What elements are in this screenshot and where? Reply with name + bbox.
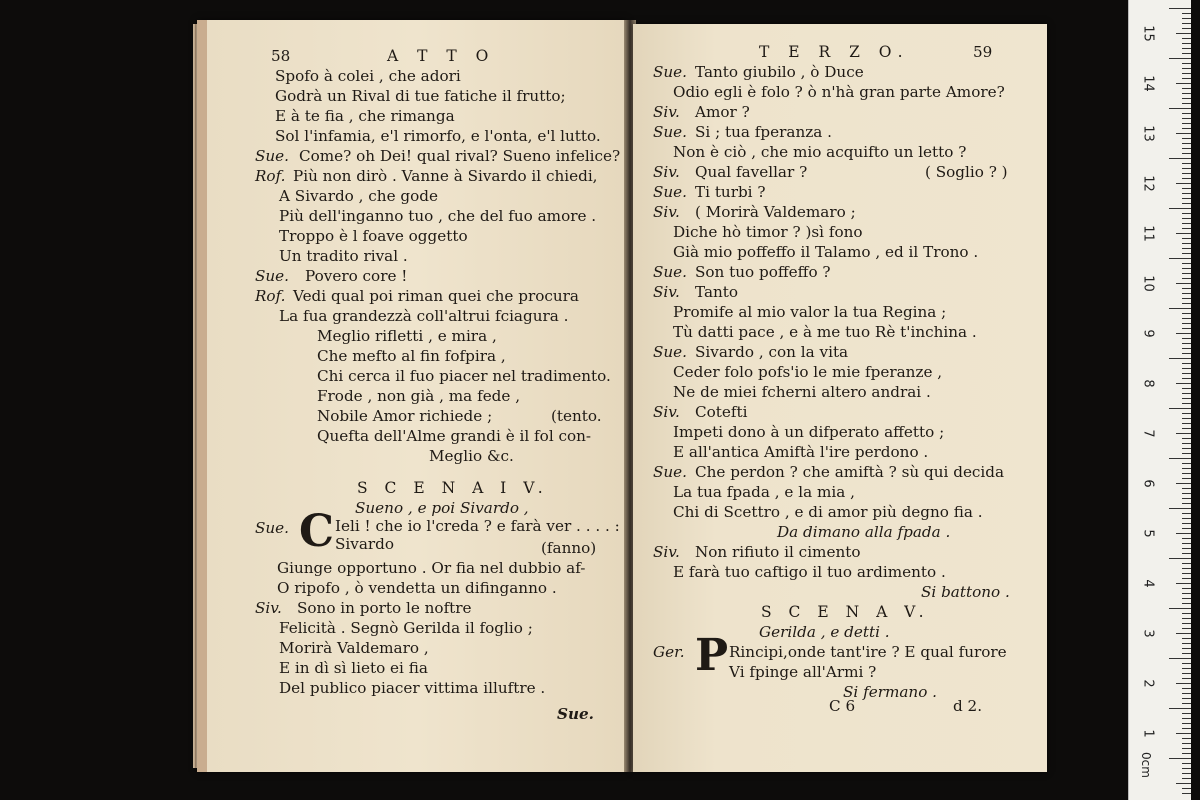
text-line: Già mio poffeffo il Talamo , ed il Trono . bbox=[673, 243, 979, 261]
ruler-tick bbox=[1182, 643, 1191, 644]
ruler-tick bbox=[1182, 13, 1191, 14]
ruler-tick bbox=[1169, 508, 1191, 509]
text-line: Che mefto al fin fofpira , bbox=[317, 347, 506, 365]
text-line: Cotefti bbox=[695, 403, 748, 421]
speaker-label: Siv. bbox=[653, 403, 680, 421]
ruler-number: 4 bbox=[1140, 579, 1156, 588]
ruler-tick bbox=[1182, 268, 1191, 269]
ruler-tick bbox=[1182, 593, 1191, 594]
ruler-number: 11 bbox=[1140, 225, 1156, 242]
ruler-tick bbox=[1182, 603, 1191, 604]
ruler-tick bbox=[1169, 708, 1191, 709]
text-line: Meglio &c. bbox=[429, 447, 514, 465]
ruler-tick bbox=[1182, 153, 1191, 154]
ruler-tick bbox=[1176, 383, 1191, 384]
ruler-tick bbox=[1182, 123, 1191, 124]
ruler-tick bbox=[1182, 398, 1191, 399]
ruler-tick bbox=[1182, 348, 1191, 349]
scene-heading: S C E N A I V. bbox=[357, 479, 549, 497]
text-line: La fua grandezzà coll'altrui fciagura . bbox=[279, 307, 569, 325]
ruler-tick bbox=[1182, 223, 1191, 224]
ruler-tick bbox=[1182, 648, 1191, 649]
ruler-tick bbox=[1182, 238, 1191, 239]
right-page bbox=[633, 24, 1047, 772]
ruler-tick bbox=[1182, 703, 1191, 704]
text-line: Odio egli è folo ? ò n'hà gran parte Amore? bbox=[673, 83, 1005, 101]
ruler-tick bbox=[1176, 533, 1191, 534]
ruler-number: 15 bbox=[1140, 25, 1156, 42]
ruler-tick bbox=[1182, 423, 1191, 424]
ruler-tick bbox=[1182, 168, 1191, 169]
ruler-tick bbox=[1182, 568, 1191, 569]
text-line: Godrà un Rival di tue fatiche il frutto; bbox=[275, 87, 566, 105]
speaker-label: Siv. bbox=[653, 163, 680, 181]
text-line: Rincipi,onde tant'ire ? E qual furore bbox=[729, 643, 1007, 661]
ruler-tick bbox=[1182, 778, 1191, 779]
text-line: E in dì sì lieto ei fia bbox=[279, 659, 428, 677]
scene-heading: S C E N A V. bbox=[761, 603, 930, 621]
ruler-tick bbox=[1182, 498, 1191, 499]
catchword: Sue. bbox=[557, 705, 594, 723]
ruler-tick bbox=[1182, 193, 1191, 194]
text-line: Qual favellar ? bbox=[695, 163, 808, 181]
text-line: Chi di Scettro , e di amor più degno fia . bbox=[673, 503, 983, 521]
ruler-tick bbox=[1182, 43, 1191, 44]
text-line: Felicità . Segnò Gerilda il foglio ; bbox=[279, 619, 533, 637]
ruler-tick bbox=[1182, 303, 1191, 304]
ruler-tick bbox=[1182, 163, 1191, 164]
text-line: Ti turbi ? bbox=[695, 183, 766, 201]
stage-direction: Si battono . bbox=[921, 583, 1010, 601]
ruler-tick bbox=[1176, 233, 1191, 234]
ruler-tick bbox=[1182, 413, 1191, 414]
ruler-tick bbox=[1182, 328, 1191, 329]
ruler-tick bbox=[1182, 488, 1191, 489]
ruler-tick bbox=[1182, 553, 1191, 554]
ruler-tick bbox=[1182, 388, 1191, 389]
ruler-tick bbox=[1182, 763, 1191, 764]
ruler-tick bbox=[1182, 668, 1191, 669]
ruler-tick bbox=[1176, 483, 1191, 484]
signature-mark: d 2. bbox=[953, 697, 983, 715]
speaker-label: Siv. bbox=[653, 203, 680, 221]
ruler-tick bbox=[1182, 203, 1191, 204]
ruler-tick bbox=[1169, 758, 1191, 759]
ruler-tick bbox=[1182, 793, 1191, 794]
ruler-tick bbox=[1182, 403, 1191, 404]
ruler-number: 5 bbox=[1140, 529, 1156, 538]
signature-mark: C 6 bbox=[829, 697, 856, 715]
ruler-tick bbox=[1182, 323, 1191, 324]
measurement-ruler bbox=[1128, 0, 1191, 800]
ruler-tick bbox=[1169, 8, 1191, 9]
page-number-right: 59 bbox=[973, 43, 993, 61]
speaker-label: Sue. bbox=[255, 147, 290, 165]
speaker-label: Rof. bbox=[255, 167, 286, 185]
ruler-tick bbox=[1182, 218, 1191, 219]
ruler-tick bbox=[1182, 143, 1191, 144]
ruler-unit-label: 0cm bbox=[1138, 752, 1153, 778]
text-line: Non rifiuto il cimento bbox=[695, 543, 861, 561]
ruler-tick bbox=[1182, 513, 1191, 514]
ruler-tick bbox=[1182, 63, 1191, 64]
text-line: ( Morirà Valdemaro ; bbox=[695, 203, 856, 221]
ruler-tick bbox=[1182, 248, 1191, 249]
stage-direction: Sueno , e poi Sivardo , bbox=[355, 499, 529, 517]
left-page bbox=[197, 20, 627, 772]
ruler-tick bbox=[1182, 23, 1191, 24]
ruler-tick bbox=[1182, 273, 1191, 274]
ruler-tick bbox=[1182, 503, 1191, 504]
ruler-number: 8 bbox=[1140, 379, 1156, 388]
text-line: Ieli ! che io l'creda ? e farà ver . . . . : bbox=[335, 517, 620, 535]
ruler-tick bbox=[1182, 418, 1191, 419]
speaker-label: Sue. bbox=[653, 263, 688, 281]
ruler-number: 13 bbox=[1140, 125, 1156, 142]
speaker-label: Sue. bbox=[653, 63, 688, 81]
ruler-tick bbox=[1182, 28, 1191, 29]
ruler-number: 10 bbox=[1140, 275, 1156, 292]
speaker-label: Siv. bbox=[255, 599, 282, 617]
ruler-tick bbox=[1169, 208, 1191, 209]
ruler-number: 7 bbox=[1140, 429, 1156, 438]
ruler-tick bbox=[1182, 138, 1191, 139]
ruler-tick bbox=[1182, 678, 1191, 679]
ruler-tick bbox=[1182, 338, 1191, 339]
ruler-tick bbox=[1182, 38, 1191, 39]
ruler-tick bbox=[1182, 473, 1191, 474]
speaker-label: Sue. bbox=[653, 343, 688, 361]
ruler-tick bbox=[1176, 333, 1191, 334]
ruler-tick bbox=[1182, 98, 1191, 99]
text-line: Son tuo poffeffo ? bbox=[695, 263, 831, 281]
speaker-label: Sue. bbox=[653, 463, 688, 481]
text-line: Tanto bbox=[695, 283, 739, 301]
ruler-tick bbox=[1182, 523, 1191, 524]
text-line: Povero core ! bbox=[305, 267, 408, 285]
ruler-tick bbox=[1176, 183, 1191, 184]
ruler-tick bbox=[1182, 443, 1191, 444]
ruler-tick bbox=[1182, 588, 1191, 589]
text-line: ( Soglio ? ) bbox=[925, 163, 1008, 181]
ruler-tick bbox=[1182, 688, 1191, 689]
ruler-tick bbox=[1182, 573, 1191, 574]
speaker-label: Sue. bbox=[653, 183, 688, 201]
running-head-right: T E R Z O. bbox=[759, 43, 910, 61]
ruler-tick bbox=[1182, 518, 1191, 519]
ruler-tick bbox=[1182, 288, 1191, 289]
ruler-tick bbox=[1182, 293, 1191, 294]
ruler-tick bbox=[1176, 83, 1191, 84]
ruler-tick bbox=[1169, 308, 1191, 309]
ruler-tick bbox=[1176, 583, 1191, 584]
ruler-tick bbox=[1182, 768, 1191, 769]
ruler-tick bbox=[1176, 283, 1191, 284]
ruler-tick bbox=[1182, 463, 1191, 464]
ruler-tick bbox=[1182, 468, 1191, 469]
text-line: (fanno) bbox=[541, 539, 597, 557]
ruler-tick bbox=[1182, 53, 1191, 54]
ruler-tick bbox=[1182, 128, 1191, 129]
ruler-tick bbox=[1182, 173, 1191, 174]
text-line: Troppo è l foave oggetto bbox=[279, 227, 468, 245]
text-line: Ne de miei fcherni altero andrai . bbox=[673, 383, 931, 401]
text-line: Ceder folo pofs'io le mie fperanze , bbox=[673, 363, 943, 381]
text-line: Si ; tua fperanza . bbox=[695, 123, 832, 141]
ruler-tick bbox=[1169, 608, 1191, 609]
ruler-tick bbox=[1176, 33, 1191, 34]
ruler-tick bbox=[1182, 93, 1191, 94]
ruler-tick bbox=[1182, 788, 1191, 789]
ruler-number: 14 bbox=[1140, 75, 1156, 92]
ruler-tick bbox=[1182, 528, 1191, 529]
ruler-tick bbox=[1169, 408, 1191, 409]
ruler-tick bbox=[1182, 673, 1191, 674]
ruler-tick bbox=[1176, 133, 1191, 134]
text-line: Sivardo bbox=[335, 535, 395, 553]
ruler-tick bbox=[1182, 263, 1191, 264]
ruler-tick bbox=[1176, 433, 1191, 434]
text-line: Vi fpinge all'Armi ? bbox=[729, 663, 877, 681]
text-line: Meglio rifletti , e mira , bbox=[317, 327, 497, 345]
ruler-tick bbox=[1182, 693, 1191, 694]
ruler-tick bbox=[1182, 738, 1191, 739]
ruler-tick bbox=[1182, 113, 1191, 114]
ruler-tick bbox=[1182, 148, 1191, 149]
stage-direction: Gerilda , e detti . bbox=[759, 623, 890, 641]
ruler-tick bbox=[1182, 653, 1191, 654]
ruler-tick bbox=[1182, 228, 1191, 229]
text-line: E farà tuo caftigo il tuo ardimento . bbox=[673, 563, 946, 581]
text-line: Un tradito rival . bbox=[279, 247, 408, 265]
ruler-tick bbox=[1182, 493, 1191, 494]
speaker-label: Ger. bbox=[653, 643, 685, 661]
ruler-tick bbox=[1176, 733, 1191, 734]
ruler-tick bbox=[1182, 663, 1191, 664]
ruler-number: 3 bbox=[1140, 629, 1156, 638]
text-line: Tanto giubilo , ò Duce bbox=[695, 63, 864, 81]
text-line: Giunge opportuno . Or fia nel dubbio af- bbox=[277, 559, 586, 577]
ruler-tick bbox=[1169, 458, 1191, 459]
ruler-tick bbox=[1182, 213, 1191, 214]
speaker-label: Sue. bbox=[653, 123, 688, 141]
ruler-tick bbox=[1182, 743, 1191, 744]
ruler-tick bbox=[1182, 428, 1191, 429]
text-line: Morirà Valdemaro , bbox=[279, 639, 429, 657]
text-line: (tento. bbox=[551, 407, 602, 425]
stage-direction: Da dimano alla fpada . bbox=[777, 523, 951, 541]
ruler-tick bbox=[1169, 108, 1191, 109]
text-line: Amor ? bbox=[695, 103, 750, 121]
ruler-tick bbox=[1182, 543, 1191, 544]
text-line: Nobile Amor richiede ; bbox=[317, 407, 493, 425]
ruler-tick bbox=[1182, 623, 1191, 624]
ruler-tick bbox=[1182, 773, 1191, 774]
ruler-tick bbox=[1182, 298, 1191, 299]
text-line: Più dell'inganno tuo , che del fuo amore . bbox=[279, 207, 597, 225]
ruler-tick bbox=[1182, 48, 1191, 49]
stage-direction: Si fermano . bbox=[843, 683, 937, 701]
ruler-tick bbox=[1176, 783, 1191, 784]
ruler-tick bbox=[1182, 363, 1191, 364]
text-line: Quefta dell'Alme grandi è il fol con- bbox=[317, 427, 592, 445]
text-line: Come? oh Dei! qual rival? Sueno infelice? bbox=[299, 147, 621, 165]
ruler-tick bbox=[1182, 728, 1191, 729]
text-line: E all'antica Amiftà l'ire perdono . bbox=[673, 443, 929, 461]
ruler-tick bbox=[1182, 68, 1191, 69]
ruler-tick bbox=[1182, 73, 1191, 74]
text-line: Del publico piacer vittima illuftre . bbox=[279, 679, 546, 697]
text-line: Chi cerca il fuo piacer nel tradimento. bbox=[317, 367, 611, 385]
drop-capital: P bbox=[695, 630, 729, 681]
ruler-tick bbox=[1169, 558, 1191, 559]
ruler-tick bbox=[1182, 278, 1191, 279]
ruler-tick bbox=[1182, 378, 1191, 379]
text-line: Diche hò timor ? )sì fono bbox=[673, 223, 863, 241]
ruler-tick bbox=[1182, 353, 1191, 354]
ruler-tick bbox=[1176, 683, 1191, 684]
speaker-label: Rof. bbox=[255, 287, 286, 305]
text-line: Promife al mio valor la tua Regina ; bbox=[673, 303, 947, 321]
ruler-number: 2 bbox=[1140, 679, 1156, 688]
text-line: Non è ciò , che mio acquifto un letto ? bbox=[673, 143, 967, 161]
ruler-tick bbox=[1182, 613, 1191, 614]
text-line: A Sivardo , che gode bbox=[279, 187, 438, 205]
ruler-tick bbox=[1182, 393, 1191, 394]
text-line: Sol l'infamia, e'l rimorfo, e l'onta, e'l lutto. bbox=[275, 127, 601, 145]
text-line: Sono in porto le noftre bbox=[297, 599, 472, 617]
ruler-tick bbox=[1169, 158, 1191, 159]
text-line: Tù datti pace , e à me tuo Rè t'inchina . bbox=[673, 323, 977, 341]
page-number-left: 58 bbox=[271, 47, 291, 65]
ruler-tick bbox=[1169, 358, 1191, 359]
ruler-tick bbox=[1182, 578, 1191, 579]
speaker-label: Siv. bbox=[653, 543, 680, 561]
ruler-number: 12 bbox=[1140, 175, 1156, 192]
text-line: E à te fia , che rimanga bbox=[275, 107, 455, 125]
speaker-label: Siv. bbox=[653, 103, 680, 121]
ruler-tick bbox=[1182, 343, 1191, 344]
ruler-tick bbox=[1182, 723, 1191, 724]
speaker-label: Sue. bbox=[255, 519, 290, 537]
text-line: Sivardo , con la vita bbox=[695, 343, 849, 361]
text-line: Spofo à colei , che adori bbox=[275, 67, 461, 85]
ruler-tick bbox=[1182, 318, 1191, 319]
text-line: Che perdon ? che amiftà ? sù qui decida bbox=[695, 463, 1005, 481]
ruler-number: 6 bbox=[1140, 479, 1156, 488]
ruler-tick bbox=[1169, 258, 1191, 259]
ruler-tick bbox=[1182, 698, 1191, 699]
text-line: O ripofo , ò vendetta un difinganno . bbox=[277, 579, 557, 597]
ruler-tick bbox=[1182, 188, 1191, 189]
text-line: Più non dirò . Vanne à Sivardo il chiedi, bbox=[293, 167, 598, 185]
ruler-tick bbox=[1182, 368, 1191, 369]
ruler-tick bbox=[1182, 438, 1191, 439]
drop-capital: C bbox=[299, 506, 335, 557]
ruler-tick bbox=[1182, 78, 1191, 79]
ruler-tick bbox=[1182, 638, 1191, 639]
ruler-tick bbox=[1182, 563, 1191, 564]
speaker-label: Sue. bbox=[255, 267, 290, 285]
ruler-tick bbox=[1182, 103, 1191, 104]
text-line: La tua fpada , e la mia , bbox=[673, 483, 855, 501]
ruler-tick bbox=[1169, 58, 1191, 59]
ruler-tick bbox=[1182, 753, 1191, 754]
ruler-number: 9 bbox=[1140, 329, 1156, 338]
ruler-tick bbox=[1182, 538, 1191, 539]
text-line: Impeti dono à un difperato affetto ; bbox=[673, 423, 945, 441]
speaker-label: Siv. bbox=[653, 283, 680, 301]
ruler-tick bbox=[1182, 478, 1191, 479]
ruler-tick bbox=[1182, 718, 1191, 719]
ruler-tick bbox=[1182, 598, 1191, 599]
ruler-tick bbox=[1182, 178, 1191, 179]
ruler-tick bbox=[1182, 373, 1191, 374]
ruler-number: 1 bbox=[1140, 729, 1156, 738]
ruler-tick bbox=[1182, 618, 1191, 619]
ruler-tick bbox=[1182, 313, 1191, 314]
ruler-tick bbox=[1182, 548, 1191, 549]
ruler-tick bbox=[1182, 243, 1191, 244]
ruler-tick bbox=[1182, 88, 1191, 89]
ruler-tick bbox=[1182, 713, 1191, 714]
ruler-tick bbox=[1176, 633, 1191, 634]
ruler-tick bbox=[1182, 118, 1191, 119]
ruler-tick bbox=[1182, 18, 1191, 19]
running-head-left: A T T O bbox=[387, 47, 496, 65]
text-line: Frode , non già , ma fede , bbox=[317, 387, 521, 405]
ruler-tick bbox=[1182, 748, 1191, 749]
ruler-tick bbox=[1182, 198, 1191, 199]
ruler-tick bbox=[1169, 658, 1191, 659]
ruler-tick bbox=[1182, 628, 1191, 629]
ruler-tick bbox=[1182, 453, 1191, 454]
ruler-tick bbox=[1182, 448, 1191, 449]
text-line: Vedi qual poi riman quei che procura bbox=[293, 287, 579, 305]
ruler-tick bbox=[1182, 253, 1191, 254]
